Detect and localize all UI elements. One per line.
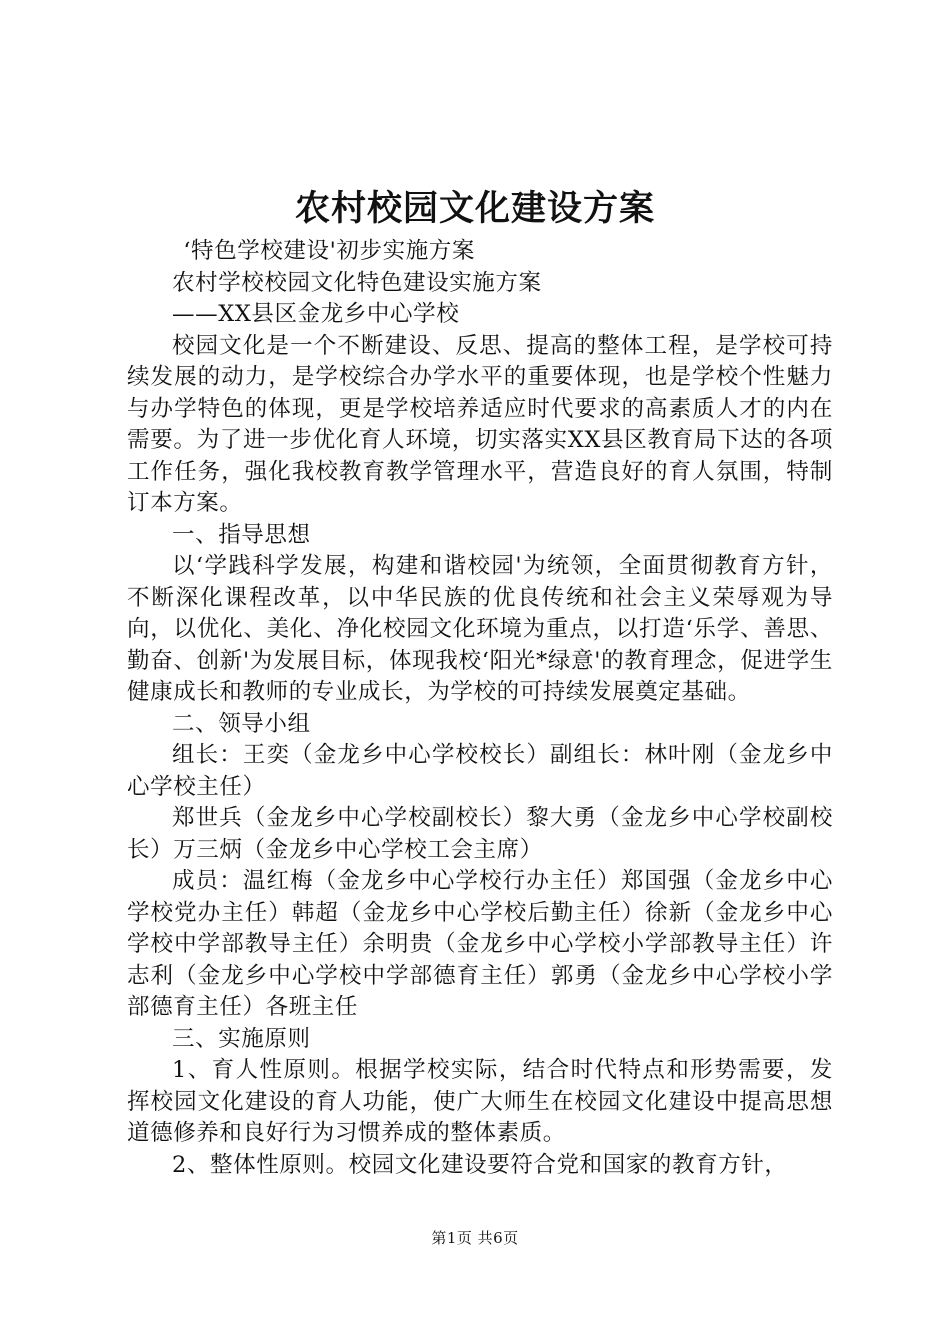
body-paragraph: 成员：温红梅（金龙乡中心学校行办主任）郑国强（金龙乡中心学校党办主任）韩超（金龙乡中心学校后勤主任）徐新（金龙乡中心学校中学部教导主任）余明贵（金龙乡中心学校小学部教导主任）许志利（金龙乡中心学校中学部德育主任）郭勇（金龙乡中心学校小学部德育主任）各班主任 [127, 868, 833, 1020]
subtitle-paragraph: ‘特色学校建设'初步实施方案 [183, 238, 475, 264]
body-paragraph: 以‘学践科学发展，构建和谐校园'为统领，全面贯彻教育方针，不断深化课程改革，以中华民族的优良传统和社会主义荣辱观为导向，以优化、美化、净化校园文化环境为重点，以打造‘乐学、善思、勤奋、创新'为发展目标，体现我校‘阳光*绿意'的教育理念，促进学生健康成长和教师的专业成长，为学校的可持续发展奠定基础。 [127, 553, 833, 705]
section-heading: 二、领导小组 [172, 710, 311, 737]
page-footer: 第1页 共6页 [431, 1229, 519, 1247]
document-title: 农村校园文化建设方案 [294, 188, 655, 229]
body-paragraph: 1、育人性原则。根据学校实际，结合时代特点和形势需要，发挥校园文化建设的育人功能，使广大师生在校园文化建设中提高思想道德修养和良好行为习惯养成的整体素质。 [127, 1057, 833, 1146]
body-paragraph: 郑世兵（金龙乡中心学校副校长）黎大勇（金龙乡中心学校副校长）万三炳（金龙乡中心学校工会主席） [127, 805, 833, 863]
body-paragraph: 2、整体性原则。校园文化建设要符合党和国家的教育方针， [172, 1151, 788, 1178]
section-heading: 三、实施原则 [172, 1025, 311, 1052]
body-paragraph: 组长：王奕（金龙乡中心学校校长）副组长：林叶刚（金龙乡中心学校主任） [127, 742, 833, 800]
school-name-line: ——XX县区金龙乡中心学校 [172, 301, 460, 327]
document-body [127, 236, 833, 1181]
section-heading: 一、指导思想 [172, 521, 311, 548]
intro-paragraph: 校园文化是一个不断建设、反思、提高的整体工程，是学校可持续发展的动力，是学校综合办学水平的重要体现，也是学校个性魅力与办学特色的体现，更是学校培养适应时代要求的高素质人才的内在需要。为了进一步优化育人环境，切实落实XX县区教育局下达的各项工作任务，强化我校教育教学管理水平，营造良好的育人氛围，特制订本方案。 [127, 332, 833, 516]
subtitle-paragraph: 农村学校校园文化特色建设实施方案 [172, 269, 542, 296]
